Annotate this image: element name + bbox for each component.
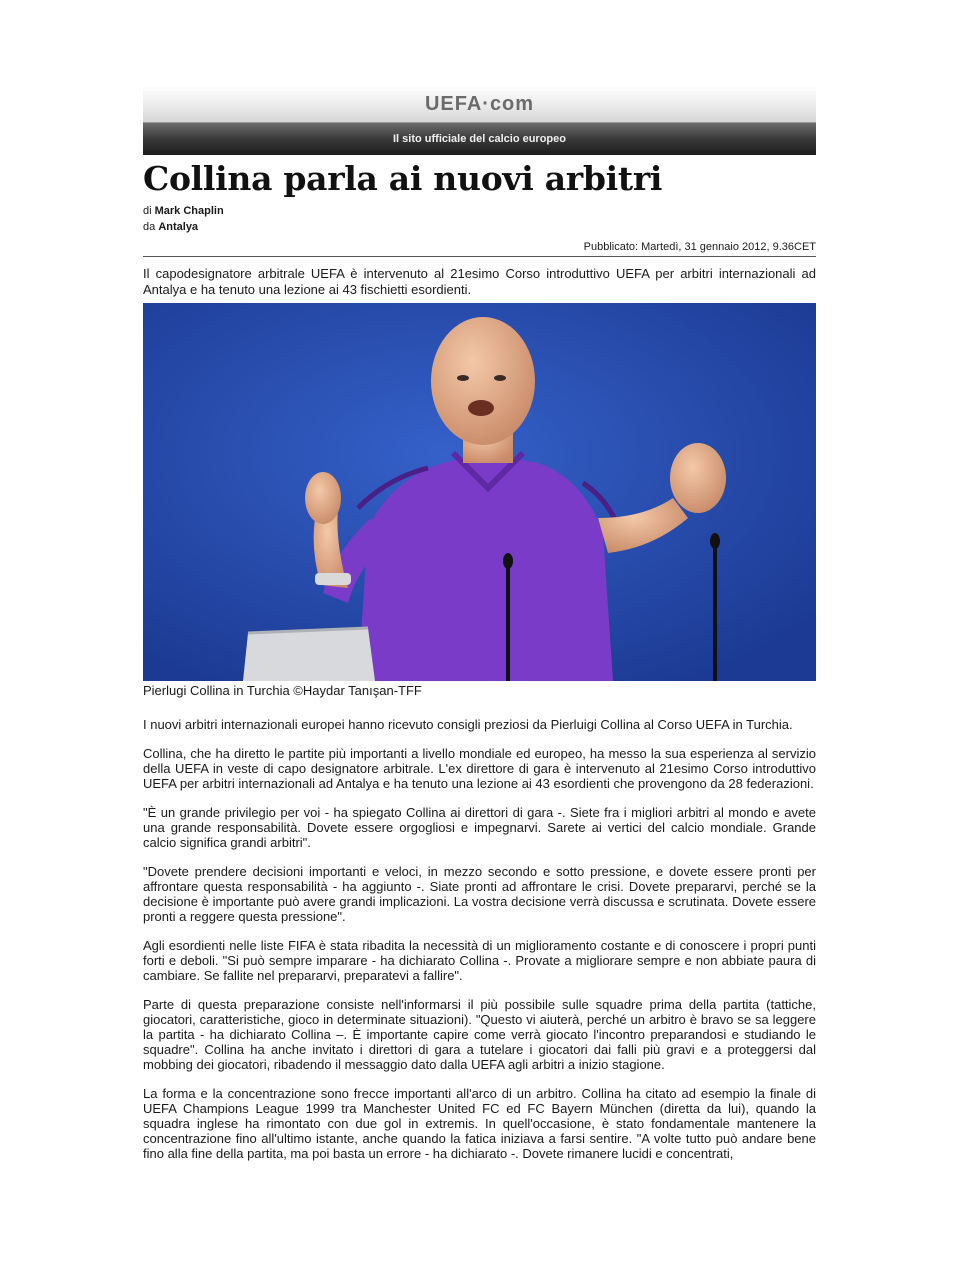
byline <box>143 203 816 235</box>
paragraph: Agli esordienti nelle liste FIFA è stata ribadita la necessità di un miglioramento costante e di conoscere i propri punti forti e deboli. "Si può sempre imparare - ha dichiarato Collina -. Provate a migliorare sempre e non abbiate paura di cambiare. Se fallite nel prepararvi, preparatevi a fallire". <box>143 938 816 983</box>
article-photo <box>143 303 816 681</box>
published-date: Pubblicato: Martedì, 31 gennaio 2012, 9.36CET <box>143 241 816 257</box>
article-page <box>143 86 816 1207</box>
uefa-logo[interactable]: UEFA·com <box>424 92 535 115</box>
location-prefix: da <box>143 221 156 233</box>
paragraph: "Dovete prendere decisioni importanti e veloci, in mezzo secondo e sotto pressione, e dovete essere pronti per affrontare questa responsabilità - ha aggiunto -. Siate pronti ad affrontare le crisi. Dovete prepararvi, perché se la decisione è importante può avere grandi implicazioni. La vostra decisione verrà discussa e scrutinata. Dovete essere pronti a reggere questa pressione". <box>143 864 816 924</box>
paragraph: Parte di questa preparazione consiste nell'informarsi il più possibile sulle squadre prima della partita (tattiche, giocatori, caratteristiche, gioco in determinate situazioni). "Questo vi aiuterà, perché un arbitro è bravo se sa leggere la partita - ha dichiarato Collina –. È importante capire come verrà giocato l'incontro preparandosi e studiando le squadre". Collina ha anche invitato i direttori di gara a tutelare i giocatori dai falli più gravi e a proteggersi dal mobbing dei giocatori, ribadendo il messaggio dato dalla UEFA agli arbitri a inizio stagione. <box>143 997 816 1072</box>
site-header[interactable] <box>143 86 816 123</box>
paragraph: Collina, che ha diretto le partite più importanti a livello mondiale ed europeo, ha messo la sua esperienza al servizio della UEFA in veste di capo designatore arbitrale. L'ex direttore di gara è intervenuto al 21esimo Corso introduttivo UEFA per arbitri internazionali ad Antalya e ha tenuto una lezione ai 43 esordienti che provengono da 28 federazioni. <box>143 746 816 791</box>
paragraph: La forma e la concentrazione sono frecce importanti all'arco di un arbitro. Collina ha citato ad esempio la finale di UEFA Champions League 1999 tra Manchester United FC ed FC Bayern München (diretta da lui), quando la squadra inglese ha rimontato con due gol in extremis. In quell'occasione, è stato fondamentale mantenere la concentrazione fino all'ultimo istante, anche quando la fatica iniziava a farsi sentire. "A volte tutto può andare bene fino alla fine della partita, ma poi basta un errore - ha dichiarato -. Dovete rimanere lucidi e concentrati, <box>143 1086 816 1161</box>
site-tagline: Il sito ufficiale del calcio europeo <box>393 133 566 145</box>
byline-prefix: di <box>143 205 152 217</box>
author-name: Mark Chaplin <box>154 205 224 217</box>
article-title: Collina parla ai nuovi arbitri <box>143 159 663 198</box>
article-lede: Il capodesignatore arbitrale UEFA è intervenuto al 21esimo Corso introduttivo UEFA per arbitri internazionali ad Antalya e ha tenuto una lezione ai 43 fischietti esordienti. <box>143 266 816 297</box>
site-tagline-bar <box>143 123 816 155</box>
article-location: Antalya <box>158 221 199 233</box>
speaker-illustration <box>143 303 816 681</box>
article-body <box>143 717 816 1207</box>
paragraph: "È un grande privilegio per voi - ha spiegato Collina ai direttori di gara -. Siete fra i migliori arbitri al mondo e avete una grande responsabilità. Dovete essere orgogliosi e impegnarvi. Sarete ai vertici del calcio mondiale. Grande calcio significa grandi arbitri". <box>143 805 816 850</box>
paragraph: I nuovi arbitri internazionali europei hanno ricevuto consigli preziosi da Pierluigi Collina al Corso UEFA in Turchia. <box>143 717 793 732</box>
photo-caption: Pierlugi Collina in Turchia ©Haydar Tanışan-TFF <box>143 683 422 698</box>
